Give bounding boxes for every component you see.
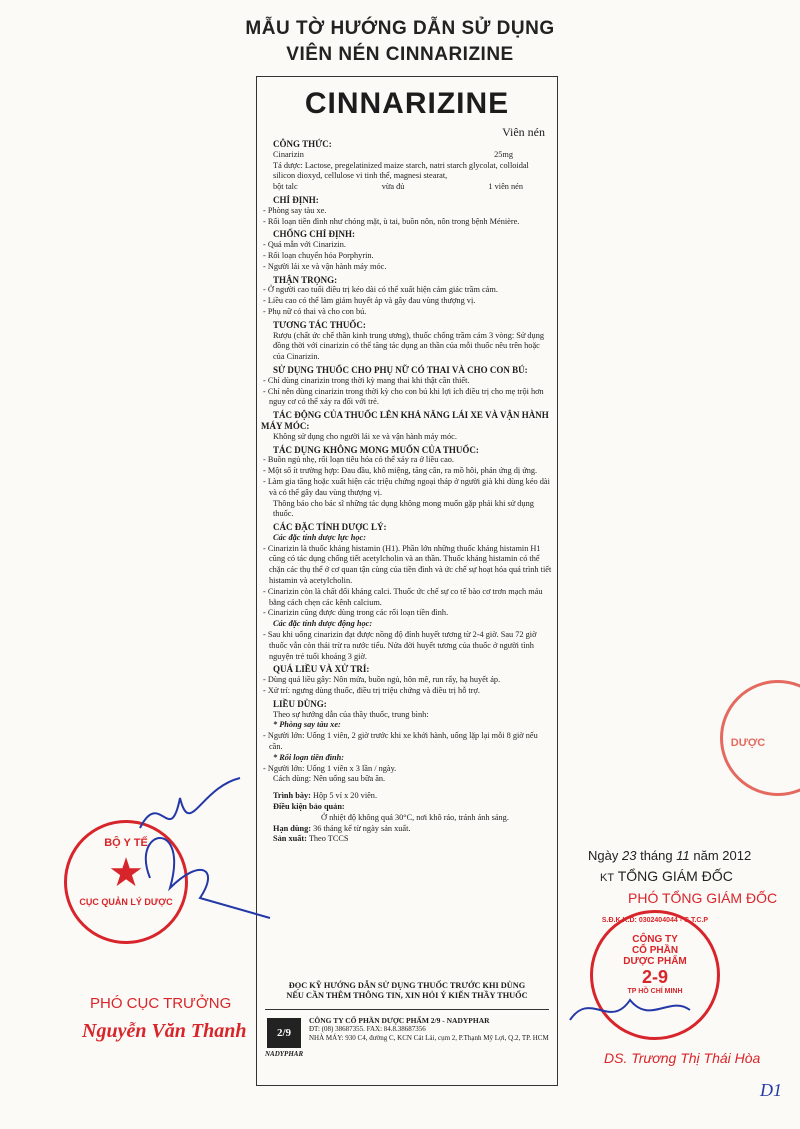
manufacture-value: Theo TCCS (308, 834, 349, 844)
interactions-title: TƯƠNG TÁC THUỐC: (273, 319, 366, 330)
active-row (261, 150, 553, 161)
left-signature-icon (110, 768, 280, 938)
doc-title-line1: MẪU TỜ HƯỚNG DẪN SỬ DỤNG (245, 18, 555, 39)
date-year: 2012 (722, 848, 752, 863)
company-phone: ĐT: (08) 38687355. FAX: 84.8.38687356 (309, 1025, 426, 1033)
ministry-stamp-top: BỘ Y TẾ (104, 837, 148, 849)
manufacture-row (261, 834, 553, 845)
date-year-label: năm (693, 848, 719, 863)
list-item: - Người lái xe và vận hành máy móc. (263, 261, 387, 271)
date-line (588, 848, 751, 863)
company-stamp-ring: S.Đ.K.K.D: 0302404044 - C.T.C.P (601, 917, 709, 924)
excipients: Tá dược: Lactose, pregelatinized maize starch, natri starch glycolat, colloidal silicon dioxyd, cellulose vi tinh thể, magnesi stearat, (273, 160, 529, 181)
packaging-value: Hộp 5 vỉ x 20 viên. (312, 791, 378, 801)
date-month-label: tháng (640, 848, 673, 863)
dosage-form: Viên nén (502, 125, 545, 139)
packaging-label: Trình bày: (273, 791, 311, 801)
date-prefix: Ngày (588, 848, 619, 863)
warning (257, 981, 557, 1001)
list-item: - Rối loạn chuyển hóa Porphyrin. (263, 250, 374, 260)
list-item: - Liều cao có thể làm giảm huyết áp và gây đau vùng thượng vị. (263, 296, 476, 306)
list-item: - Sau khi uống cinarizin đạt được nồng độ đỉnh huyết tương từ 2-4 giờ. Sau 72 giờ thuốc vẫn còn thải trừ ra nước tiểu. Nửa đời huyết tương của thuốc ở người tình nguyện trẻ tuổi khoảng 3 giờ. (263, 630, 537, 661)
side-effects-title: TÁC DỤNG KHÔNG MONG MUỐN CỦA THUỐC: (273, 444, 479, 455)
list-item: - Buồn ngủ nhẹ, rối loạn tiêu hóa có thể xảy ra ở liều cao. (263, 455, 455, 465)
active-name: Cinarizin (273, 149, 304, 159)
company-name: CÔNG TY CỔ PHẦN DƯỢC PHẨM 2/9 - NADYPHAR (309, 1016, 490, 1025)
page-mark: D1 (760, 1080, 782, 1100)
company-stamp-l2: CỔ PHẦN (631, 945, 679, 956)
company-factory: NHÀ MÁY: 930 C4, đường C, KCN Cát Lái, cụm 2, P.Thạnh Mỹ Lợi, Q.2, TP. HCM (309, 1034, 549, 1042)
vestibular-title: * Rối loạn tiền đình: (273, 752, 345, 762)
dosage-intro: Theo sự hướng dẫn của thầy thuốc, trung bình: (273, 709, 429, 719)
list-item: - Rối loạn tiền đình như chóng mặt, ù tai, buồn nôn, nôn trong bệnh Ménière. (263, 216, 520, 226)
company-info (309, 1016, 549, 1043)
warning-line2: NẾU CẦN THÊM THÔNG TIN, XIN HỎI Ý KIẾN THẦY THUỐC (286, 991, 528, 1000)
list-item: - Cinarizin là thuốc kháng histamin (H1). Phần lớn những thuốc kháng histamin H1 cũng có tác dụng chống tiết acetylcholin và an thần. Thuốc kháng histamin có thể chặn các thụ thể ở cơ quan tận cùng của tiền đình và ức chế sự hoạt hóa quá trình tiết histamin và acetylcholin. (263, 543, 552, 586)
vestibular-dosage: - Người lớn: Uống 1 viên x 3 lần / ngày. (263, 763, 397, 773)
talc-amount: vừa đủ (381, 182, 405, 192)
storage-value: Ở nhiệt độ không quá 30°C, nơi khô ráo, tránh ánh sáng. (321, 812, 509, 822)
company-logo-icon: 2/9 (267, 1018, 301, 1048)
side-effects-note: Thông báo cho bác sĩ những tác dụng không mong muốn gặp phải khi sử dụng thuốc. (273, 498, 534, 519)
leaflet-body (261, 137, 553, 845)
company-stamp-l4: 2-9 (641, 967, 668, 987)
right-signer-name: DS. Trương Thị Thái Hòa (604, 1050, 761, 1066)
company-footer (265, 1009, 549, 1058)
pk-title: Các đặc tính dược động học: (273, 619, 373, 629)
manufacture-label: Sản xuất: (273, 834, 307, 844)
signer-subtitle: PHÓ TỔNG GIÁM ĐỐC (628, 890, 778, 906)
ministry-stamp-bottom: CỤC QUẢN LÝ DƯỢC (79, 897, 173, 907)
pharmacology-title: CÁC ĐẶC TÍNH DƯỢC LÝ: (273, 522, 387, 533)
expiry-row (261, 824, 553, 835)
product-name: CINNARIZINE (304, 87, 510, 120)
company-logo-text: NADYPHAR (265, 1050, 304, 1058)
overdose-title: QUÁ LIỀU VÀ XỬ TRÍ: (273, 664, 370, 675)
driving-text: Không sử dụng cho người lái xe và vận hành máy móc. (273, 431, 457, 441)
indications-title: CHỈ ĐỊNH: (273, 194, 319, 205)
contraindications-title: CHỐNG CHỈ ĐỊNH: (273, 229, 356, 240)
talc: bột talc (273, 182, 298, 192)
side-stamp (720, 680, 800, 796)
active-amount: 25mg (494, 149, 513, 159)
list-item: - Một số ít trường hợp: Đau đầu, khô miệng, tăng cân, ra mồ hôi, phản ứng dị ứng. (263, 466, 538, 476)
star-icon: ★ (108, 851, 144, 895)
talc-row (261, 182, 553, 193)
side-stamp-text: DƯỢC (730, 737, 766, 749)
warning-line1: ĐỌC KỸ HƯỚNG DẪN SỬ DỤNG THUỐC TRƯỚC KHI DÙNG (288, 981, 526, 990)
driving-title: TÁC ĐỘNG CỦA THUỐC LÊN KHẢ NĂNG LÁI XE VÀ VẬN HÀNH MÁY MÓC: (261, 410, 549, 431)
date-day: 23 (621, 848, 637, 863)
motion-dosage: - Người lớn: Uống 1 viên, 2 giờ trước khi xe khởi hành, uống lặp lại mỗi 8 giờ nếu cần. (263, 731, 538, 752)
list-item: - Quá mẫn với Cinarizin. (263, 240, 346, 250)
storage-label-text: Điều kiện bảo quản: (273, 802, 345, 812)
list-item: - Cinarizin còn là chất đối kháng calci. Thuốc ức chế sự co tế bào cơ trơn mạch máu bằng cách chẹn các kênh calcium. (263, 586, 543, 607)
signer-title: TỔNG GIÁM ĐỐC (617, 868, 733, 884)
list-item: - Phòng say tàu xe. (263, 205, 327, 215)
company-stamp-l5: TP HỒ CHÍ MINH (627, 988, 683, 995)
signer-position (600, 868, 733, 884)
list-item: - Ở người cao tuổi điều trị kéo dài có thể xuất hiện cảm giác trầm cảm. (263, 285, 498, 295)
list-item: - Phụ nữ có thai và cho con bú. (263, 306, 367, 316)
talc-unit: 1 viên nén (488, 182, 523, 192)
list-item: - Cinarizin cũng được dùng trong các rối loạn tiền đình. (263, 608, 449, 618)
company-stamp-l1: CÔNG TY (632, 934, 678, 945)
right-signature-icon (560, 980, 700, 1040)
list-item: - Xử trí: ngưng dùng thuốc, điều trị triệu chứng và điều trị hỗ trợ. (263, 686, 480, 696)
usage: Cách dùng: Nên uống sau bữa ăn. (273, 774, 386, 784)
dosage-title: LIỀU DÙNG: (273, 698, 327, 709)
motion-title: * Phòng say tàu xe: (273, 720, 341, 730)
list-item: - Làm gia tăng hoặc xuất hiện các triệu chứng ngoại tháp ở người già khi dùng kéo dài và có thể gây đau vùng thượng vị. (263, 476, 550, 497)
signer-kt: KT (600, 872, 615, 884)
date-month: 11 (676, 848, 690, 863)
pd-title: Các đặc tính dược lực học: (273, 532, 366, 542)
composition-title: CÔNG THỨC: (273, 139, 332, 149)
pregnancy-title: SỬ DỤNG THUỐC CHO PHỤ NỮ CÓ THAI VÀ CHO CON BÚ: (273, 364, 528, 375)
list-item: - Chỉ dùng cinarizin trong thời kỳ mang thai khi thật cần thiết. (263, 375, 470, 385)
interactions-text: Rượu (chất ức chế thần kinh trung ương), thuốc chống trầm cảm 3 vòng: Sử dụng đồng thời với cinarizin có thể tăng tác dụng an thần của mỗi thuốc nêu trên hoặc của Cinarizin. (273, 330, 545, 362)
expiry-label: Hạn dùng: (273, 823, 312, 833)
doc-title-line2: VIÊN NÉN CINNARIZINE (286, 44, 514, 65)
storage-label (261, 802, 553, 813)
leaflet (256, 76, 558, 1086)
expiry-value: 36 tháng kể từ ngày sản xuất. (313, 823, 411, 833)
precautions-title: THẬN TRỌNG: (273, 274, 338, 285)
list-item: - Dùng quá liều gây: Nôn mửa, buồn ngủ, hôn mê, run rẩy, hạ huyết áp. (263, 675, 501, 685)
left-signer-title: PHÓ CỤC TRƯỞNG (90, 995, 232, 1012)
left-signer-name: Nguyễn Văn Thanh (82, 1020, 247, 1042)
packaging-row (261, 791, 553, 802)
company-stamp-l3: DƯỢC PHẨM (623, 956, 687, 967)
list-item: - Chỉ nên dùng cinarizin trong thời kỳ cho con bú khi lợi ích điều trị cho mẹ trội hơn nguy cơ có thể xảy ra đối với trẻ. (263, 386, 544, 407)
